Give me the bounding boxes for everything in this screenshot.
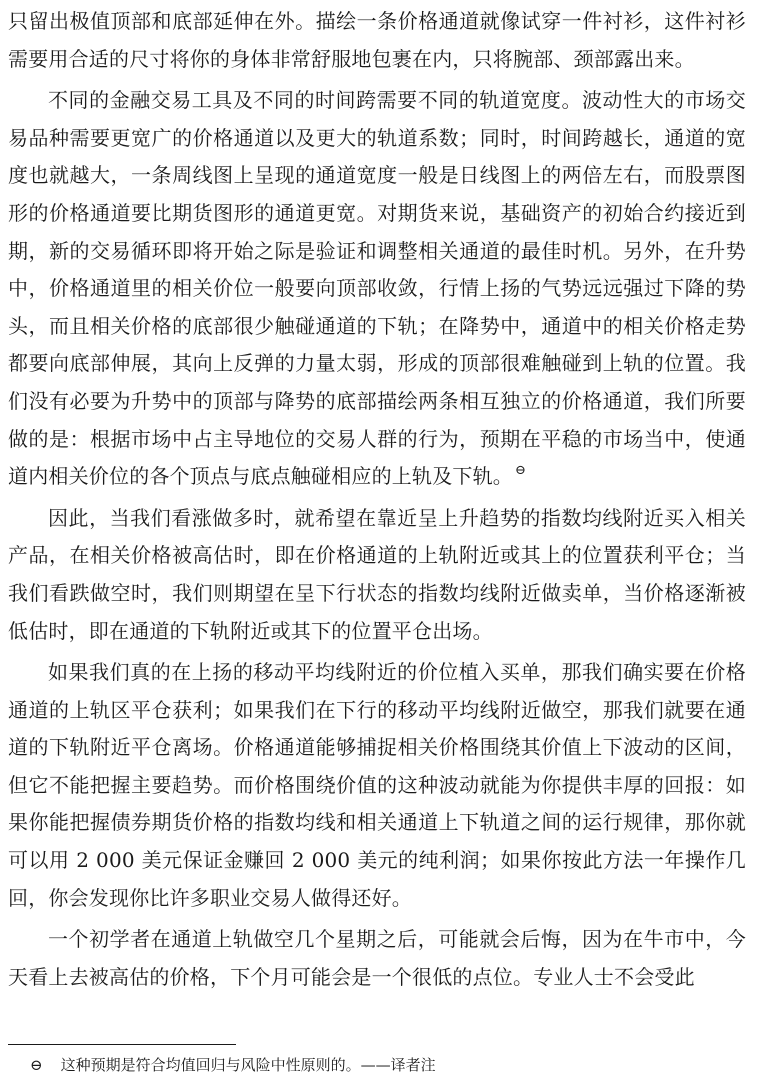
paragraph-5 [8,921,746,996]
paragraph-text: 如果我们真的在上扬的移动平均线附近的价位植入买单，那我们确实要在价格通道的上轨区平仓获利；如果我们在下行的移动平均线附近做空，那我们就要在通道的下轨附近平仓离场。价格通道能够捕捉相关价格围绕其价值上下波动的区间，但它不能把握主要趋势。而价格围绕价值的这种波动就能为你提供丰厚的回报：如果你能把握债券期货价格的指数均线和相关通道上下轨道之间的运行规律，那你就可以用 2 000 美元保证金赚回 2 000 美元的纯利润；如果你按此方法一年操作几回，你会发现你比许多职业交易人做得还好。 [8,660,746,910]
footnote-reference-marker[interactable]: ⊖ [515,463,527,479]
paragraph-text: 因此，当我们看涨做多时，就希望在靠近呈上升趋势的指数均线附近买入相关产品，在相关价格被高估时，即在价格通道的上轨附近或其上的位置获利平仓；当我们看跌做空时，我们则期望在呈下行状态的指数均线附近做卖单，当价格逐渐被低估时，即在通道的下轨附近或其下的位置平仓出场。 [8,505,746,643]
footnote-divider [8,1044,236,1045]
paragraph-text: 一个初学者在通道上轨做空几个星期之后，可能就会后悔，因为在牛市中，今天看上去被高估的价格，下个月可能会是一个很低的点位。专业人士不会受此 [8,927,746,989]
body-text [8,3,746,996]
paragraph-1 [8,3,746,78]
paragraph-2 [8,82,746,496]
footnote-text: 这种预期是符合均值回归与风险中性原则的。——译者注 [60,1056,436,1074]
footnote-area [8,1044,746,1075]
paragraph-text: 只留出极值顶部和底部延伸在外。描绘一条价格通道就像试穿一件衬衫，这件衬衫需要用合适的尺寸将你的身体非常舒服地包裹在内，只将腕部、颈部露出来。 [8,9,746,71]
footnote [8,1055,746,1075]
paragraph-4 [8,654,746,917]
paragraph-text: 不同的金融交易工具及不同的时间跨需要不同的轨道宽度。波动性大的市场交易品种需要更宽广的价格通道以及更大的轨道系数；同时，时间跨越长，通道的宽度也就越大，一条周线图上呈现的通道宽度一般是日线图上的两倍左右，而股票图形的价格通道要比期货图形的通道更宽。对期货来说，基础资产的初始合约接近到期，新的交易循环即将开始之际是验证和调整相关通道的最佳时机。另外，在升势中，价格通道里的相关价位一般要向顶部收敛，行情上扬的气势远远强过下降的势头，而且相关价格的底部很少触碰通道的下轨；在降势中，通道中的相关价格走势都要向底部伸展，其向上反弹的力量太弱，形成的顶部很难触碰到上轨的位置。我们没有必要为升势中的顶部与降势的底部描绘两条相互独立的价格通道，我们所要做的是：根据市场中占主导地位的交易人群的行为，预期在平稳的市场当中，使通道内相关价位的各个顶点与底点触碰相应的上轨及下轨。 [8,88,746,489]
paragraph-3 [8,500,746,650]
footnote-symbol: ⊖ [30,1056,43,1074]
